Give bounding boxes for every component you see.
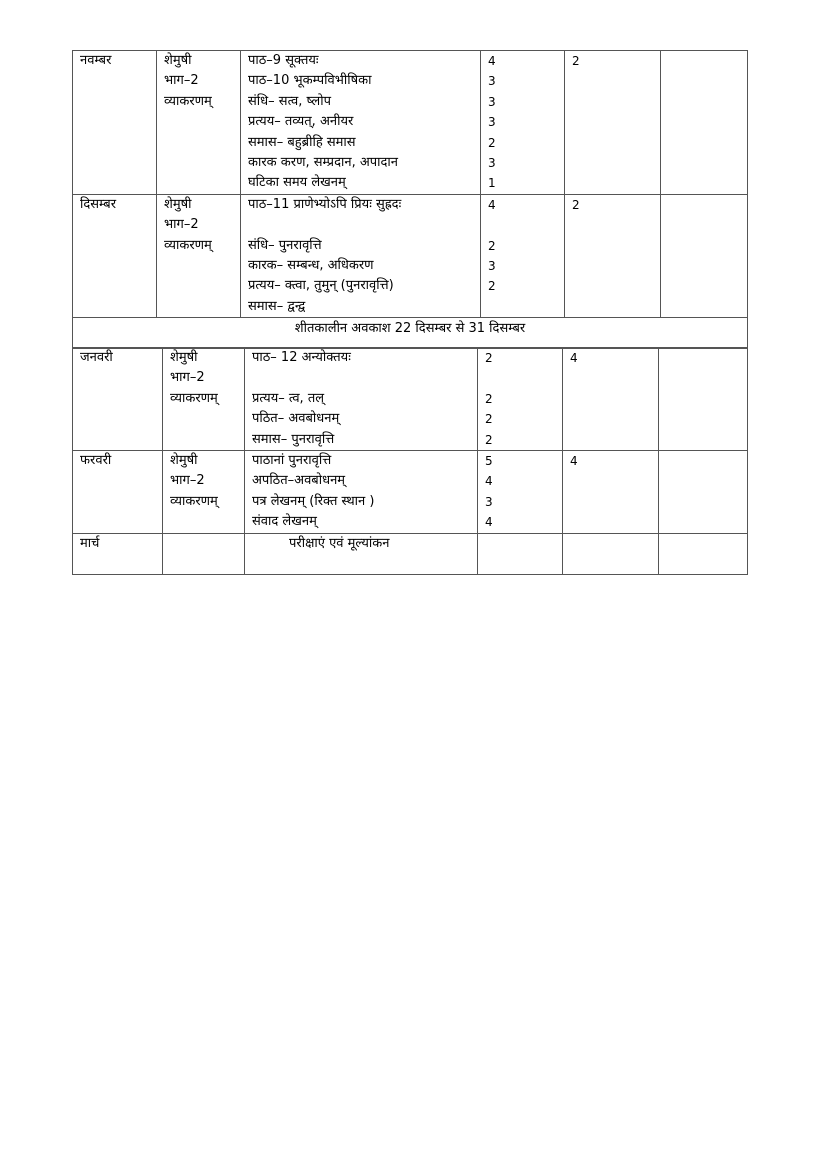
month-cell: दिसम्बर xyxy=(73,194,157,317)
topic-line xyxy=(252,368,477,388)
period-value: 5 xyxy=(485,454,493,469)
empty-cell xyxy=(163,533,245,574)
empty-cell xyxy=(661,194,748,317)
topic-line xyxy=(248,215,480,235)
topics-cell xyxy=(241,51,481,195)
period-value: 3 xyxy=(488,94,496,109)
syllabus-table-upper xyxy=(72,50,748,349)
period-value: 3 xyxy=(485,494,493,509)
period-value: 2 xyxy=(488,135,496,150)
period-value xyxy=(488,215,564,235)
table-row xyxy=(73,533,748,574)
period-value: 2 xyxy=(485,391,493,406)
periods-cell xyxy=(478,451,563,534)
table-row xyxy=(73,51,748,195)
col4-cell: 4 xyxy=(563,348,659,451)
topic-line: पाठ–9 सूक्तयः xyxy=(248,53,319,68)
book-line: भाग–2 xyxy=(170,473,205,489)
topic-line: समास– द्वन्द्व xyxy=(248,298,306,314)
topics-cell xyxy=(245,348,478,451)
book-line: व्याकरणम् xyxy=(164,93,212,109)
topic-line: समास– पुनरावृत्ति xyxy=(252,431,335,447)
topic-line: पाठ– 12 अन्योक्तयः xyxy=(252,350,351,365)
month-cell: जनवरी xyxy=(73,348,163,451)
empty-cell xyxy=(661,51,748,195)
period-value: 4 xyxy=(488,197,496,212)
topic-line: प्रत्यय– त्व, तल् xyxy=(252,390,325,406)
empty-cell xyxy=(659,533,748,574)
book-line: शेमुषी xyxy=(170,350,198,365)
syllabus-table-lower xyxy=(72,347,748,575)
table-row xyxy=(73,194,748,317)
period-value: 2 xyxy=(485,351,493,365)
topic-line: पठित– अवबोधनम् xyxy=(252,411,340,427)
book-line: व्याकरणम् xyxy=(170,493,218,509)
period-value: 2 xyxy=(485,412,493,427)
empty-cell xyxy=(563,533,659,574)
empty-cell xyxy=(478,533,563,574)
topic-line: कारक करण, सम्प्रदान, अपादान xyxy=(248,155,398,171)
book-cell xyxy=(157,51,241,195)
topic-line: समास– बहुब्रीहि समास xyxy=(248,134,356,150)
period-value: 3 xyxy=(488,259,496,274)
book-line: शेमुषी xyxy=(164,53,192,68)
topic-line: संधि– पुनरावृत्ति xyxy=(248,237,322,253)
book-line: भाग–2 xyxy=(164,73,199,89)
topic-line: पत्र लेखनम् (रिक्त स्थान ) xyxy=(252,493,375,509)
book-line: व्याकरणम् xyxy=(170,390,218,406)
period-value: 4 xyxy=(485,515,493,530)
period-value: 2 xyxy=(488,279,496,294)
book-line: व्याकरणम् xyxy=(164,237,212,253)
period-value: 3 xyxy=(488,156,496,171)
period-value: 2 xyxy=(485,432,493,447)
topic-line: प्रत्यय– क्त्वा, तुमुन् (पुनरावृत्ति) xyxy=(248,278,394,294)
topic-line: घटिका समय लेखनम् xyxy=(248,175,346,191)
topic-line: प्रत्यय– तव्यत्, अनीयर xyxy=(248,114,354,130)
exam-cell: परीक्षाएं एवं मूल्यांकन xyxy=(245,533,478,574)
book-line: शेमुषी xyxy=(170,453,198,469)
period-value: 4 xyxy=(485,474,493,489)
book-cell xyxy=(163,451,245,534)
month-cell: फरवरी xyxy=(73,451,163,534)
periods-cell xyxy=(478,348,563,451)
periods-cell xyxy=(481,194,565,317)
table-row xyxy=(73,451,748,534)
month-cell: मार्च xyxy=(73,533,163,574)
col4-cell: 2 xyxy=(565,194,661,317)
month-cell: नवम्बर xyxy=(73,51,157,195)
period-value: 3 xyxy=(488,74,496,89)
book-line: शेमुषी xyxy=(164,196,192,212)
topics-cell xyxy=(241,194,481,317)
empty-cell xyxy=(659,451,748,534)
period-value: 2 xyxy=(488,238,496,253)
topic-line: कारक– सम्बन्ध, अधिकरण xyxy=(248,258,374,274)
period-value: 3 xyxy=(488,115,496,130)
topics-cell xyxy=(245,451,478,534)
period-value: 1 xyxy=(488,176,496,191)
topic-line: अपठित–अवबोधनम् xyxy=(252,473,346,489)
period-value xyxy=(485,368,562,388)
col4-cell: 2 xyxy=(565,51,661,195)
period-value: 4 xyxy=(488,54,496,68)
book-cell xyxy=(157,194,241,317)
vacation-row xyxy=(73,318,748,349)
book-line: भाग–2 xyxy=(170,370,205,386)
topic-line: संधि– सत्व, ष्लोप xyxy=(248,93,331,109)
topic-line: पाठानां पुनरावृत्ति xyxy=(252,453,332,469)
periods-cell xyxy=(481,51,565,195)
table-row xyxy=(73,348,748,451)
period-value xyxy=(488,297,564,317)
col4-cell: 4 xyxy=(563,451,659,534)
book-line: भाग–2 xyxy=(164,217,199,233)
book-cell xyxy=(163,348,245,451)
topic-line: संवाद लेखनम् xyxy=(252,514,317,530)
topic-line: पाठ–10 भूकम्पविभीषिका xyxy=(248,73,372,89)
vacation-cell: शीतकालीन अवकाश 22 दिसम्बर से 31 दिसम्बर xyxy=(73,318,748,349)
empty-cell xyxy=(659,348,748,451)
topic-line: पाठ–11 प्राणेभ्योऽपि प्रियः सुह्रदः xyxy=(248,196,402,212)
